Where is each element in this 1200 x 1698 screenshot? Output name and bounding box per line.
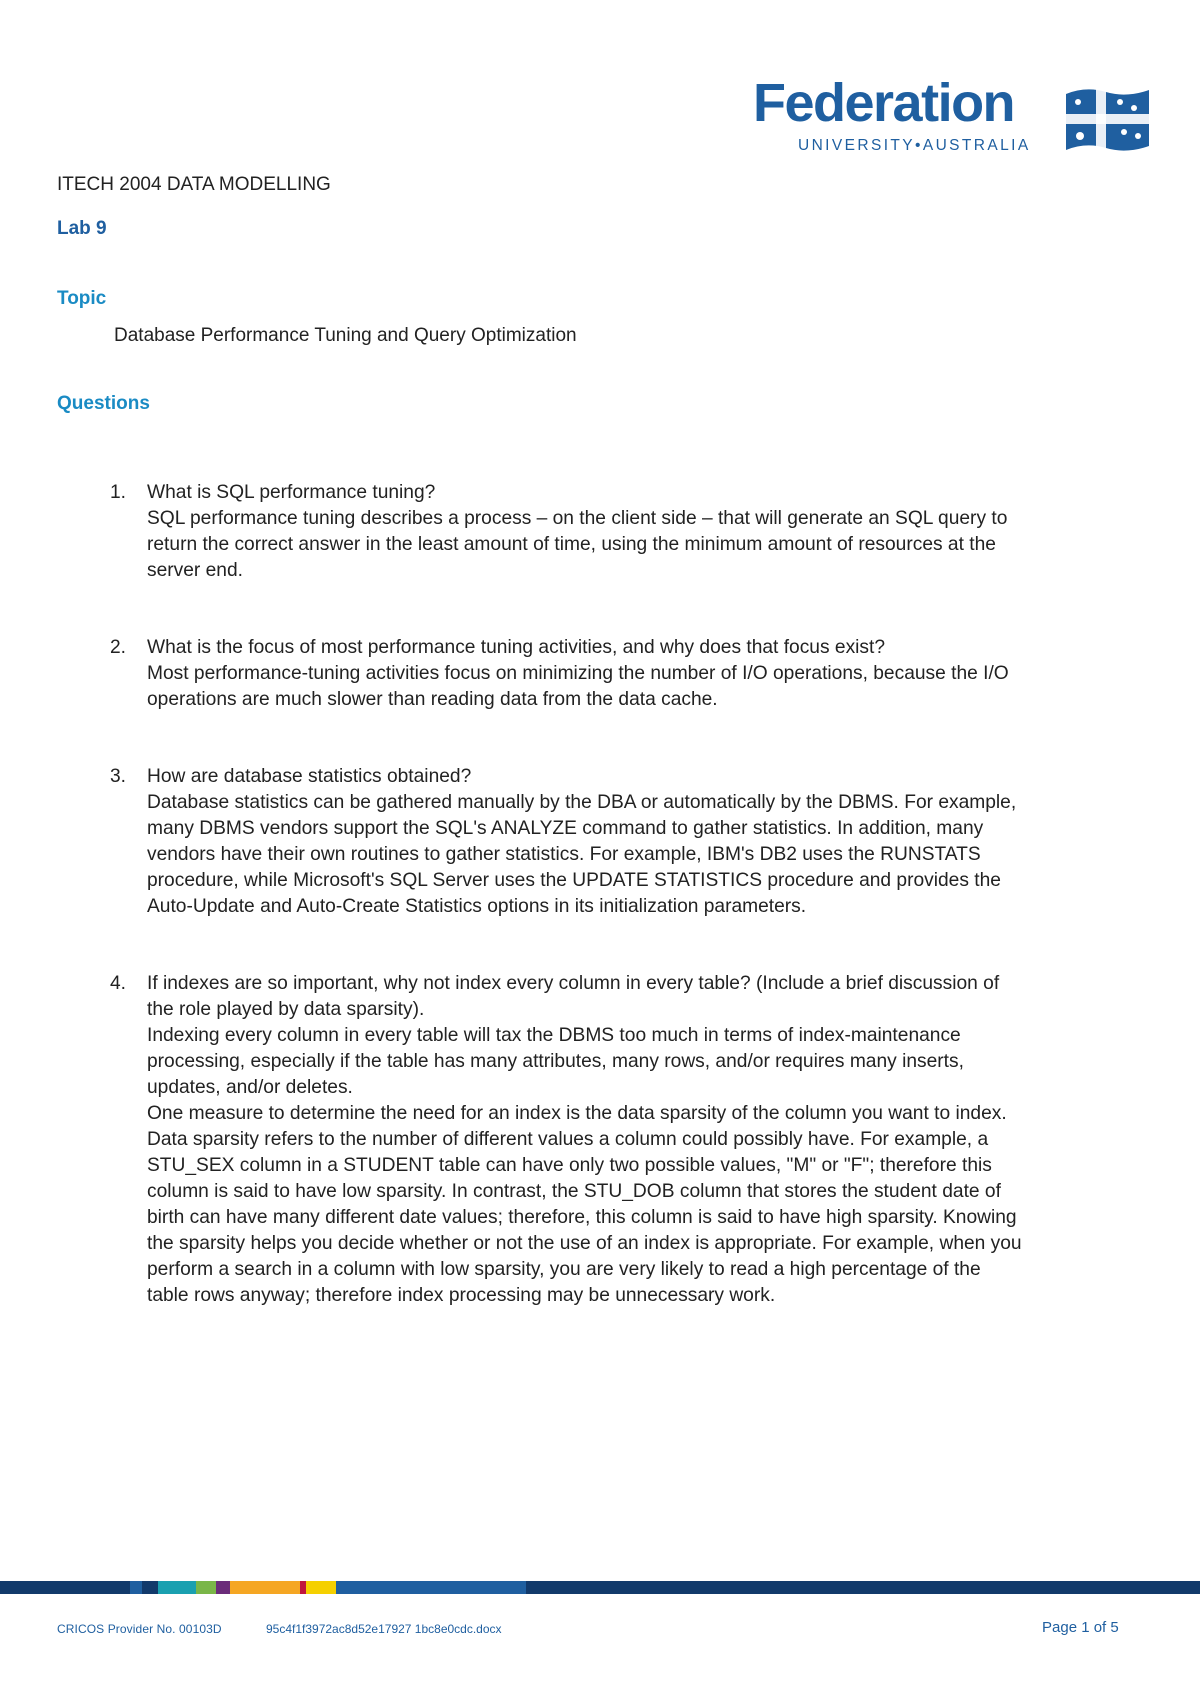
answer-text: Database statistics can be gathered manually by the DBA or automatically by the DBMS. For example, many DBMS vendors support the SQL's ANALYZE command to gather statistics. In addition, many vendors have their own routines to gather statistics. For example, IBM's DB2 uses the RUNSTATS procedure, while Microsoft's SQL Server uses the UPDATE STATISTICS procedure and provides the Auto-Update and Auto-Create Statistics options in its initialization parameters. bbox=[147, 792, 1017, 917]
logo-subtitle: UNIVERSITY•AUSTRALIA bbox=[798, 137, 1031, 154]
answer-text: One measure to determine the need for an index is the data sparsity of the column you want to index. Data sparsity refers to the number of different values a column could possibly have. For example, a STU_SEX column in a STUDENT table can have only two possible values, "M" or "F"; therefore this column is said to have low sparsity. In contrast, the STU_DOB column that stores the student date of birth can have many different date values; therefore, this column is said to have high sparsity. Knowing the sparsity helps you decide whether or not the use of an index is appropriate. For example, when you perform a search in a column with low sparsity, you are very likely to read a high percentage of the table rows anyway; therefore index processing may be unnecessary work. bbox=[147, 1103, 1022, 1306]
footer-cricos: CRICOS Provider No. 00103D bbox=[57, 1622, 222, 1636]
footer-filename: 95c4f1f3972ac8d52e17927 1bc8e0cdc.docx bbox=[266, 1622, 502, 1636]
footer-bar-segment bbox=[142, 1581, 158, 1594]
logo-wordmark: Federation bbox=[753, 73, 1015, 133]
question-number: 3. bbox=[110, 766, 127, 787]
question-number: 2. bbox=[110, 637, 127, 658]
answer-text: Indexing every column in every table will tax the DBMS too much in terms of index-maintenance processing, especially if the table has many attributes, many rows, and/or requires many inserts, updates, and/or deletes. bbox=[147, 1025, 964, 1098]
question-text: What is SQL performance tuning? bbox=[147, 482, 436, 503]
footer-bar-segment bbox=[306, 1581, 336, 1594]
footer-page-number: Page 1 of 5 bbox=[1042, 1619, 1119, 1636]
footer-bar-segment bbox=[230, 1581, 300, 1594]
question-text: What is the focus of most performance tuning activities, and why does that focus exist? bbox=[147, 637, 886, 658]
answer-text: Most performance-tuning activities focus on minimizing the number of I/O operations, because the I/O operations are much slower than reading data from the data cache. bbox=[147, 663, 1009, 710]
question-text: If indexes are so important, why not index every column in every table? (Include a brief discussion of the role played by data sparsity). bbox=[147, 973, 1000, 1020]
footer-bar-segment bbox=[336, 1581, 526, 1594]
footer-color-bar bbox=[0, 1581, 1200, 1594]
question-item bbox=[0, 764, 1027, 920]
topic-text: Database Performance Tuning and Query Optimization bbox=[114, 325, 577, 346]
question-number: 1. bbox=[110, 482, 127, 503]
footer-bar-segment bbox=[0, 1581, 130, 1594]
footer-bar-segment bbox=[216, 1581, 230, 1594]
topic-heading: Topic bbox=[57, 288, 107, 309]
course-title: ITECH 2004 DATA MODELLING bbox=[57, 174, 331, 195]
footer-bar-segment bbox=[158, 1581, 196, 1594]
university-logo bbox=[753, 73, 1149, 162]
answer-text: SQL performance tuning describes a process – on the client side – that will generate an SQL query to return the correct answer in the least amount of time, using the minimum amount of resources at the server end. bbox=[147, 508, 1008, 581]
question-item bbox=[0, 480, 1027, 584]
footer-bar-segment bbox=[130, 1581, 142, 1594]
questions-list bbox=[0, 480, 1200, 1309]
lab-title: Lab 9 bbox=[57, 218, 107, 239]
question-item bbox=[0, 971, 1027, 1309]
footer-bar-segment bbox=[196, 1581, 216, 1594]
questions-heading: Questions bbox=[57, 393, 150, 414]
question-item bbox=[0, 635, 1027, 713]
question-number: 4. bbox=[110, 973, 127, 994]
flag-emblem-icon bbox=[1066, 86, 1149, 154]
question-text: How are database statistics obtained? bbox=[147, 766, 472, 787]
footer-bar-segment bbox=[526, 1581, 1200, 1594]
